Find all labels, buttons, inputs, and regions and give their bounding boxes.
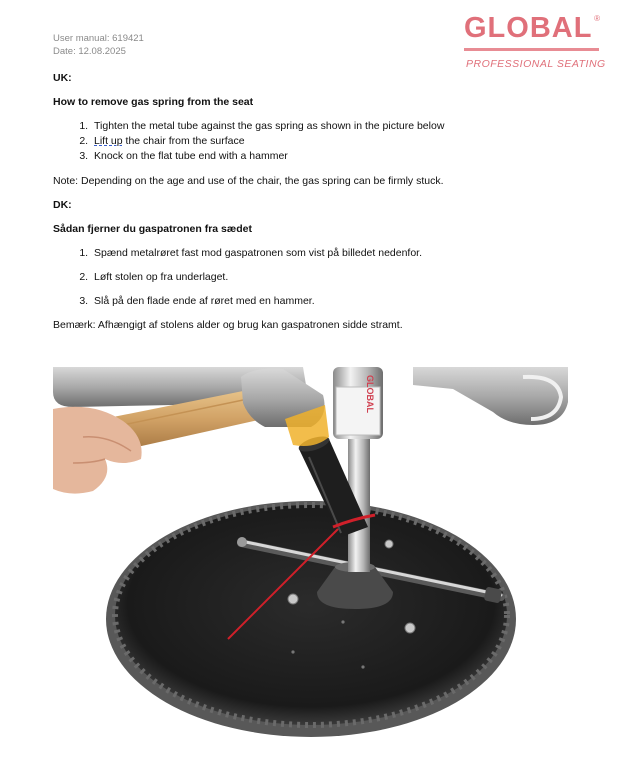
uk-title: How to remove gas spring from the seat	[53, 96, 254, 108]
list-item: 2. Løft stolen op fra underlaget.	[91, 270, 573, 284]
gas-spring-label: GLOBAL	[365, 375, 375, 413]
logo-wordmark: GLOBAL	[464, 12, 593, 44]
global-logo	[462, 12, 606, 74]
gas-spring-removal-photo	[53, 367, 568, 739]
uk-language-heading: UK:	[53, 72, 72, 84]
seat-base	[106, 501, 516, 737]
logo-registered-mark: ®	[594, 14, 600, 23]
document-date: Date: 12.08.2025	[53, 46, 126, 57]
dk-note: Bemærk: Afhængigt af stolens alder og brug kan gaspatronen sidde stramt.	[53, 319, 403, 331]
user-manual-number: User manual: 619421	[53, 33, 144, 44]
uk-note: Note: Depending on the age and use of the chair, the gas spring can be firmly stuck.	[53, 175, 444, 187]
list-item: 3. Knock on the flat tube end with a hammer	[91, 149, 573, 164]
list-item: 1. Spænd metalrøret fast mod gaspatronen som vist på billedet nedenfor.	[91, 246, 573, 260]
logo-tagline: PROFESSIONAL SEATING	[466, 58, 606, 70]
list-item: 2. Lift up the chair from the surface	[91, 134, 573, 149]
dk-language-heading: DK:	[53, 199, 72, 211]
list-item: 1. Tighten the metal tube against the gas spring as shown in the picture below	[91, 119, 573, 134]
dk-steps-list	[53, 246, 573, 308]
logo-rule	[464, 48, 599, 51]
document-meta	[53, 32, 144, 58]
uk-steps-list	[53, 119, 573, 164]
list-item: 3. Slå på den flade ende af røret med en hammer.	[91, 294, 573, 308]
manual-content	[53, 71, 573, 332]
dk-title: Sådan fjerner du gaspatronen fra sædet	[53, 223, 252, 235]
underlined-phrase: Lift up	[94, 135, 123, 147]
